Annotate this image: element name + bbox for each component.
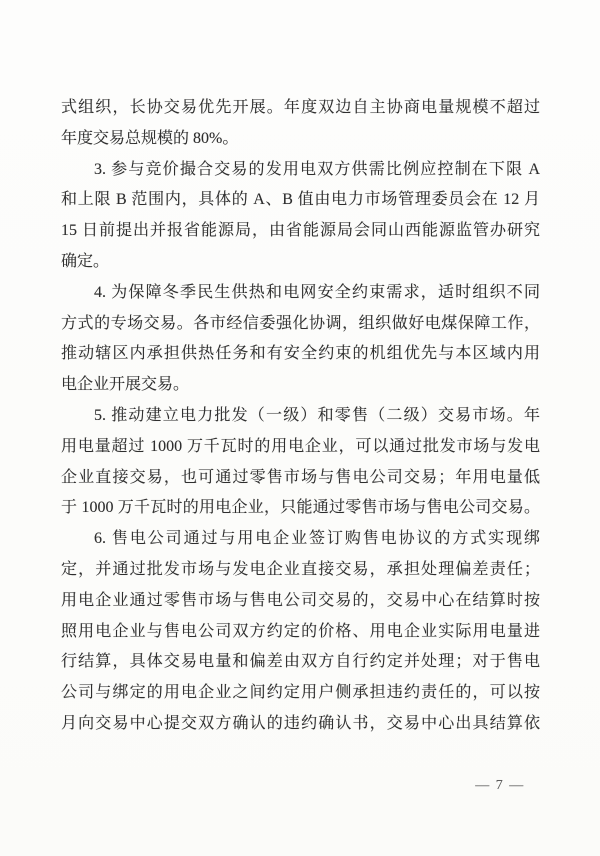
text-line: 于 1000 万千瓦时的用电企业，只能通过零售市场与售电公司交易。 — [61, 499, 540, 517]
text-line-item-4-start: 4. 为保障冬季民生供热和电网安全约束需求，适时组织不同 — [94, 283, 540, 301]
text-line: 定，并通过批发市场与发电企业直接交易，承担处理偏差责任； — [61, 560, 540, 578]
text-line-item-3-start: 3. 参与竞价撮合交易的发用电双方供需比例应控制在下限 A — [94, 160, 540, 178]
text-line: 和上限 B 范围内，具体的 A、B 值由电力市场管理委员会在 12 月 — [61, 191, 540, 209]
text-line-item-5-start: 5. 推动建立电力批发（一级）和零售（二级）交易市场。年 — [94, 406, 540, 424]
text-line: 月向交易中心提交双方确认的违约确认书，交易中心出具结算依 — [61, 714, 540, 732]
text-line: 年度交易总规模的 80%。 — [61, 129, 239, 147]
text-line: 15 日前提出并报省能源局，由省能源局会同山西能源监管办研究 — [61, 222, 540, 240]
text-line: 公司与绑定的用电企业之间约定用户侧承担违约责任的，可以按 — [61, 684, 540, 702]
text-line: 企业直接交易，也可通过零售市场与售电公司交易；年用电量低 — [61, 468, 540, 486]
page-number: — 7 — — [475, 778, 525, 793]
text-line-item-6-start: 6. 售电公司通过与用电企业签订购售电协议的方式实现绑 — [94, 530, 540, 548]
text-line: 方式的专场交易。各市经信委强化协调，组织做好电煤保障工作， — [61, 314, 540, 332]
text-line: 电企业开展交易。 — [61, 376, 190, 394]
text-line: 行结算，具体交易电量和偏差由双方自行约定并处理；对于售电 — [61, 653, 540, 671]
text-line: 照用电企业与售电公司双方约定的价格、用电企业实际用电量进 — [61, 622, 540, 640]
text-line: 推动辖区内承担供热任务和有安全约束的机组优先与本区域内用 — [61, 345, 540, 363]
text-line: 式组织，长协交易优先开展。年度双边自主协商电量规模不超过 — [61, 99, 540, 116]
text-line: 用电企业通过零售市场与售电公司交易的，交易中心在结算时按 — [61, 591, 540, 609]
text-line: 用电量超过 1000 万千瓦时的用电企业，可以通过批发市场与发电 — [61, 437, 540, 455]
document-body-text — [61, 93, 540, 740]
text-line: 确定。 — [61, 252, 110, 270]
